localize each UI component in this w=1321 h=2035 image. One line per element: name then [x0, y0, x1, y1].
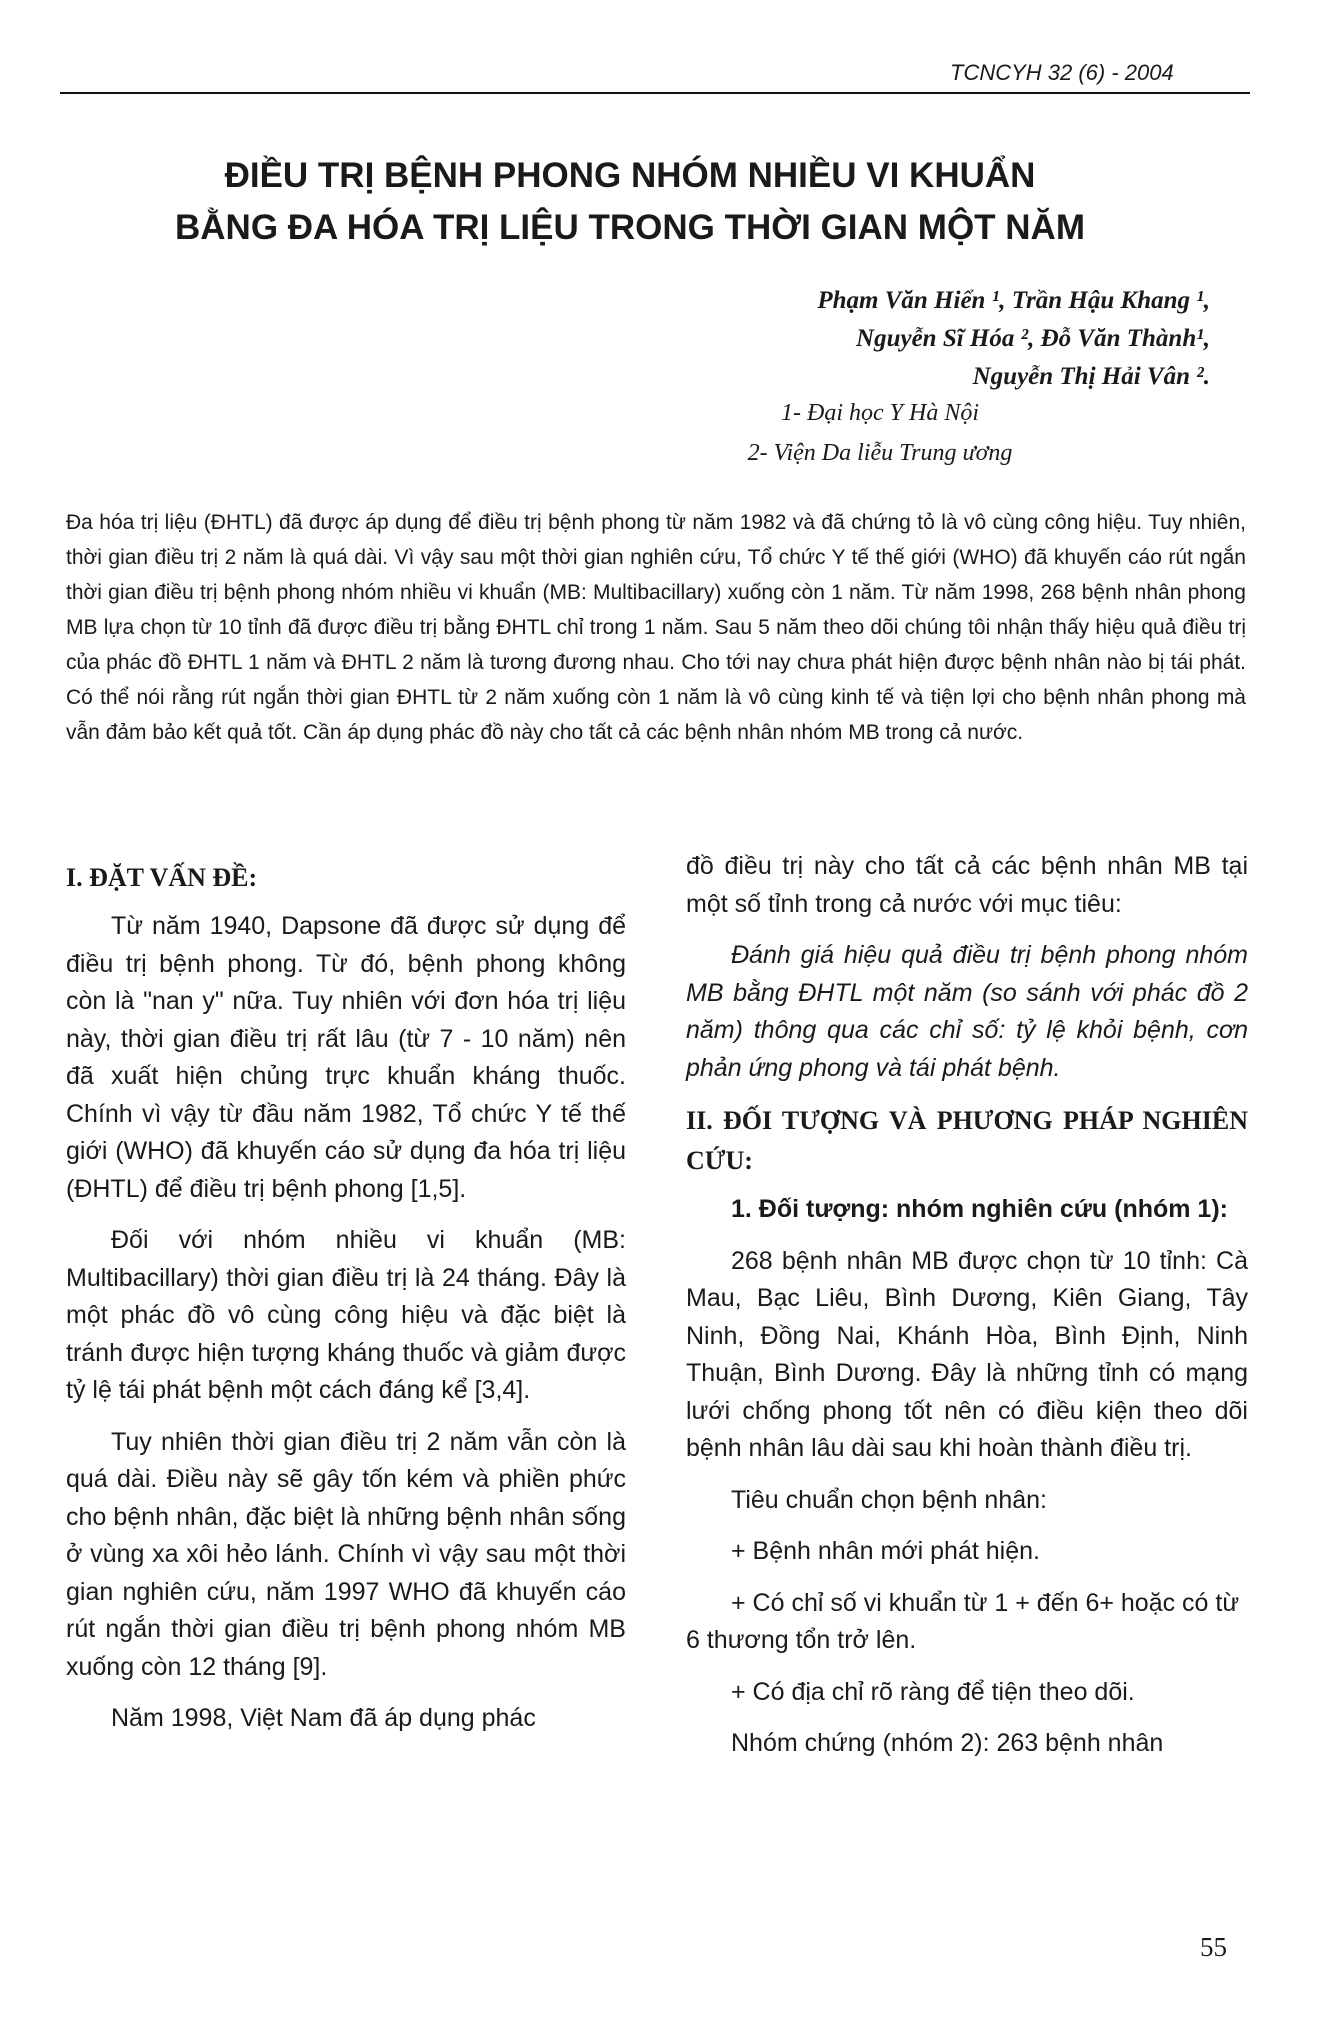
section-heading-2: II. ĐỐI TƯỢNG VÀ PHƯƠNG PHÁP NGHIÊN CỨU: [686, 1106, 1248, 1175]
paragraph: Đối với nhóm nhiều vi khuẩn (MB: Multibacillary) thời gian điều trị là 24 tháng. Đây là một phác đồ vô cùng công hiệu và đặc biệt là tránh được hiện tượng kháng thuốc và giảm được tỷ lệ tái phát bệnh một cách đáng kể [3,4]. [66, 1226, 626, 1404]
author-line-3: Nguyễn Thị Hải Vân ². [972, 363, 1210, 390]
criteria-item: + Có chỉ số vi khuẩn từ 1 + đến 6+ hoặc có từ 6 thương tổn trở lên. [686, 1588, 1240, 1654]
paragraph: Nhóm chứng (nhóm 2): 263 bệnh nhân [731, 1729, 1164, 1757]
left-column [66, 858, 626, 1752]
criteria-item: + Có địa chỉ rõ ràng để tiện theo dõi. [731, 1677, 1135, 1706]
right-column [686, 848, 1248, 1777]
page-number: 55 [1200, 1932, 1227, 1962]
title-line-1: ĐIỀU TRỊ BỆNH PHONG NHÓM NHIỀU VI KHUẨN [224, 156, 1036, 195]
study-objective: Đánh giá hiệu quả điều trị bệnh phong nhóm MB bằng ĐHTL một năm (so sánh với phác đồ 2 năm) thông qua các chỉ số: tỷ lệ khỏi bệnh, cơn phản ứng phong và tái phát bệnh. [686, 941, 1248, 1082]
header-rule [60, 92, 1250, 94]
author-line-2: Nguyễn Sĩ Hóa ², Đỗ Văn Thành¹, [856, 325, 1210, 352]
author-line-1: Phạm Văn Hiển ¹, Trần Hậu Khang ¹, [817, 287, 1210, 314]
paragraph: Tuy nhiên thời gian điều trị 2 năm vẫn còn là quá dài. Điều này sẽ gây tốn kém và phiền phức cho bệnh nhân, đặc biệt là những bệnh nhân sống ở vùng xa xôi hẻo lánh. Chính vì vậy sau một thời gian nghiên cứu, năm 1997 WHO đã khuyến cáo rút ngắn thời gian điều trị bệnh phong nhóm MB xuống còn 12 tháng [9]. [66, 1427, 626, 1681]
article-title [130, 150, 1130, 254]
affiliation-1: 1- Đại học Y Hà Nội [781, 400, 979, 426]
abstract: Đa hóa trị liệu (ĐHTL) đã được áp dụng để điều trị bệnh phong từ năm 1982 và đã chứng tỏ là vô cùng công hiệu. Tuy nhiên, thời gian điều trị 2 năm là quá dài. Vì vậy sau một thời gian nghiên cứu, Tổ chức Y tế thế giới (WHO) đã khuyến cáo rút ngắn thời gian điều trị bệnh phong nhóm nhiều vi khuẩn (MB: Multibacillary) xuống còn 1 năm. Từ năm 1998, 268 bệnh nhân phong MB lựa chọn từ 10 tỉnh đã được điều trị bằng ĐHTL chỉ trong 1 năm. Sau 5 năm theo dõi chúng tôi nhận thấy hiệu quả điều trị của phác đồ ĐHTL 1 năm và ĐHTL 2 năm là tương đương nhau. Cho tới nay chưa phát hiện được bệnh nhân nào bị tái phát. Có thể nói rằng rút ngắn thời gian ĐHTL từ 2 năm xuống còn 1 năm là vô cùng kinh tế và tiện lợi cho bệnh nhân phong mà vẫn đảm bảo kết quả tốt. Cần áp dụng phác đồ này cho tất cả các bệnh nhân nhóm MB trong cả nước. [66, 511, 1246, 744]
paragraph: 268 bệnh nhân MB được chọn từ 10 tỉnh: Cà Mau, Bạc Liêu, Bình Dương, Kiên Giang, Tây Ninh, Đồng Nai, Khánh Hòa, Bình Định, Ninh Thuận, Bình Dương. Đây là những tỉnh có mạng lưới chống phong tốt nên có điều kiện theo dõi bệnh nhân lâu dài sau khi hoàn thành điều trị. [686, 1246, 1248, 1462]
paragraph: đồ điều trị này cho tất cả các bệnh nhân MB tại một số tỉnh trong cả nước với mục tiêu: [686, 852, 1248, 918]
subsection-heading: 1. Đối tượng: nhóm nghiên cứu (nhóm 1): [731, 1195, 1228, 1223]
paragraph: Năm 1998, Việt Nam đã áp dụng phác [111, 1704, 536, 1732]
paragraph: Từ năm 1940, Dapsone đã được sử dụng để điều trị bệnh phong. Từ đó, bệnh phong không còn là "nan y" nữa. Tuy nhiên với đơn hóa trị liệu này, thời gian điều trị rất lâu (từ 7 - 10 năm) nên đã xuất hiện chủng trực khuẩn kháng thuốc. Chính vì vậy từ đầu năm 1982, Tổ chức Y tế thế giới (WHO) đã khuyến cáo sử dụng đa hóa trị liệu (ĐHTL) để điều trị bệnh phong [1,5]. [66, 912, 626, 1203]
criteria-item: + Bệnh nhân mới phát hiện. [731, 1537, 1040, 1565]
journal-reference: TCNCYH 32 (6) - 2004 [950, 60, 1174, 85]
author-list [600, 282, 1210, 396]
affiliation-2: 2- Viện Da liễu Trung ương [747, 440, 1013, 466]
title-line-2: BẰNG ĐA HÓA TRỊ LIỆU TRONG THỜI GIAN MỘT NĂM [175, 208, 1085, 247]
section-heading-1: I. ĐẶT VẤN ĐỀ: [66, 863, 258, 892]
criteria-label: Tiêu chuẩn chọn bệnh nhân: [731, 1485, 1047, 1514]
